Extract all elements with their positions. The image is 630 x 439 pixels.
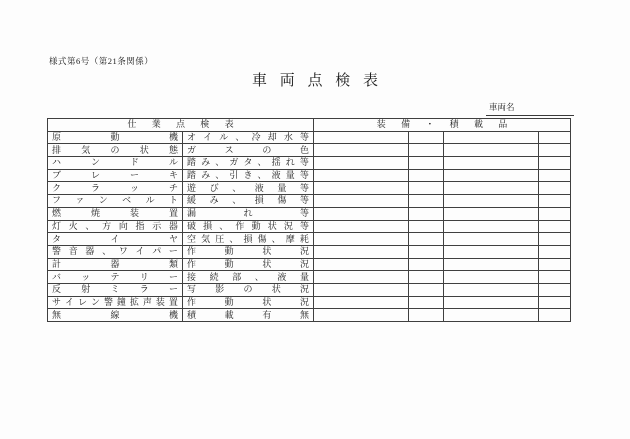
check-point-cell: [183, 195, 314, 208]
cargo-check-cell: [539, 271, 571, 284]
table-row: [48, 220, 571, 233]
cargo-check-cell: [539, 233, 571, 246]
cargo-name-cell: [444, 220, 539, 233]
cargo-check-cell: [539, 296, 571, 309]
check-point: 緩 み 、 損 傷 等: [187, 195, 309, 206]
equipment-name-cell: [314, 309, 409, 322]
equipment-check-cell: [409, 271, 444, 284]
equipment-check-cell: [409, 131, 444, 144]
item-name: フ ァ ン ベ ル ト: [52, 195, 178, 206]
equipment-name-cell: [314, 220, 409, 233]
cargo-check-cell: [539, 309, 571, 322]
table-row: [48, 245, 571, 258]
equipment-check-cell: [409, 144, 444, 157]
check-point-cell: [183, 144, 314, 157]
equipment-name-cell: [314, 283, 409, 296]
equipment-check-cell: [409, 309, 444, 322]
check-point-cell: [183, 283, 314, 296]
check-point-cell: [183, 271, 314, 284]
item-name: 計 器 類: [52, 258, 178, 269]
equipment-check-cell: [409, 283, 444, 296]
item-name-cell: [48, 144, 183, 157]
check-point: 遊 び 、 液 量 等: [187, 182, 309, 193]
cargo-check-cell: [539, 245, 571, 258]
equipment-check-cell: [409, 182, 444, 195]
check-point: 作 動 状 況: [187, 258, 309, 269]
check-point-cell: [183, 258, 314, 271]
cargo-name-cell: [444, 233, 539, 246]
cargo-name-cell: [444, 245, 539, 258]
item-name-cell: [48, 283, 183, 296]
cargo-check-cell: [539, 182, 571, 195]
cargo-check-cell: [539, 144, 571, 157]
cargo-name-cell: [444, 296, 539, 309]
table-row: [48, 296, 571, 309]
item-name: サ イ レ ン 警 鐘 拡 声 装 置: [52, 296, 178, 307]
item-name-cell: [48, 182, 183, 195]
check-point: 破 損 、 作 動 状 況 等: [187, 220, 309, 231]
item-name-cell: [48, 131, 183, 144]
cargo-name-cell: [444, 283, 539, 296]
cargo-check-cell: [539, 258, 571, 271]
cargo-check-cell: [539, 283, 571, 296]
item-name: タ イ ヤ: [52, 233, 178, 244]
equipment-check-cell: [409, 296, 444, 309]
cargo-name-cell: [444, 271, 539, 284]
check-point-cell: [183, 131, 314, 144]
cargo-check-cell: [539, 195, 571, 208]
equipment-name-cell: [314, 131, 409, 144]
page-title: 車両点検表: [251, 73, 391, 89]
item-name-cell: [48, 309, 183, 322]
item-name: ク ラ ッ チ: [52, 182, 178, 193]
check-point-cell: [183, 169, 314, 182]
check-point: 積 載 有 無: [187, 309, 309, 320]
check-point: 踏 み 、 引 き 、 液 量 等: [187, 170, 309, 181]
check-point: オ イ ル 、 冷 却 水 等: [187, 132, 309, 143]
equipment-name-cell: [314, 157, 409, 170]
check-point: ガ ス の 色: [187, 144, 309, 155]
table-row: [48, 207, 571, 220]
equipment-check-cell: [409, 169, 444, 182]
item-name: 原 動 機: [52, 132, 178, 143]
vehicle-name-label: 車両名: [489, 102, 515, 112]
item-name-cell: [48, 157, 183, 170]
check-point-cell: [183, 309, 314, 322]
item-name: ブ レ ー キ: [52, 170, 178, 181]
item-name-cell: [48, 296, 183, 309]
equipment-check-cell: [409, 245, 444, 258]
item-name-cell: [48, 271, 183, 284]
cargo-name-cell: [444, 258, 539, 271]
item-name: バ ッ テ リ ー: [52, 271, 178, 282]
item-name-cell: [48, 245, 183, 258]
equipment-name-cell: [314, 144, 409, 157]
check-point-cell: [183, 233, 314, 246]
item-name-cell: [48, 258, 183, 271]
cargo-name-cell: [444, 309, 539, 322]
cargo-name-cell: [444, 169, 539, 182]
table-row: [48, 258, 571, 271]
equipment-check-cell: [409, 220, 444, 233]
check-point: 踏 み 、 ガ タ 、 揺 れ 等: [187, 157, 309, 168]
cargo-name-cell: [444, 157, 539, 170]
cargo-name-cell: [444, 195, 539, 208]
item-name: 排 気 の 状 態: [52, 144, 178, 155]
table-row: [48, 195, 571, 208]
cargo-name-cell: [444, 182, 539, 195]
equipment-check-cell: [409, 207, 444, 220]
cargo-check-cell: [539, 220, 571, 233]
equipment-name-cell: [314, 207, 409, 220]
equipment-name-cell: [314, 271, 409, 284]
check-point-cell: [183, 296, 314, 309]
table-row: [48, 144, 571, 157]
item-name: 無 線 機: [52, 309, 178, 320]
cargo-check-cell: [539, 169, 571, 182]
table-row: [48, 182, 571, 195]
table-row: [48, 271, 571, 284]
equipment-check-cell: [409, 233, 444, 246]
inspection-table: [47, 118, 571, 322]
check-point-cell: [183, 207, 314, 220]
item-name: 反 射 ミ ラ ー: [52, 284, 178, 295]
check-point: 作 動 状 況: [187, 296, 309, 307]
equipment-check-cell: [409, 195, 444, 208]
left-section-header: 仕業点検表: [48, 119, 314, 132]
check-point: 接 続 部 、 液 量: [187, 271, 309, 282]
table-row: [48, 309, 571, 322]
equipment-name-cell: [314, 233, 409, 246]
table-header-row: [48, 119, 571, 132]
check-point-cell: [183, 245, 314, 258]
item-name: ハ ン ド ル: [52, 157, 178, 168]
vehicle-name-field: [486, 101, 574, 116]
equipment-name-cell: [314, 245, 409, 258]
equipment-name-cell: [314, 195, 409, 208]
item-name-cell: [48, 207, 183, 220]
item-name-cell: [48, 195, 183, 208]
check-point: 漏 れ 等: [187, 208, 309, 219]
right-section-header: 装備・積載品: [314, 119, 571, 132]
item-name: 灯 火 、 方 向 指 示 器: [52, 220, 178, 231]
table-row: [48, 233, 571, 246]
equipment-name-cell: [314, 258, 409, 271]
check-point: 空 気 圧 、 損 傷 、 摩 耗: [187, 233, 309, 244]
check-point: 写 影 の 状 況: [187, 284, 309, 295]
equipment-name-cell: [314, 182, 409, 195]
check-point-cell: [183, 220, 314, 233]
cargo-name-cell: [444, 207, 539, 220]
equipment-check-cell: [409, 258, 444, 271]
cargo-check-cell: [539, 157, 571, 170]
item-name-cell: [48, 220, 183, 233]
form-code-label: 様式第6号（第21条関係）: [49, 56, 154, 66]
cargo-check-cell: [539, 131, 571, 144]
cargo-name-cell: [444, 131, 539, 144]
equipment-name-cell: [314, 169, 409, 182]
item-name: 燃 焼 装 置: [52, 208, 178, 219]
table-row: [48, 169, 571, 182]
check-point: 作 動 状 況: [187, 246, 309, 257]
item-name-cell: [48, 169, 183, 182]
cargo-check-cell: [539, 207, 571, 220]
table-row: [48, 131, 571, 144]
check-point-cell: [183, 157, 314, 170]
equipment-name-cell: [314, 296, 409, 309]
table-row: [48, 157, 571, 170]
cargo-name-cell: [444, 144, 539, 157]
equipment-check-cell: [409, 157, 444, 170]
item-name: 警 音 器 、 ワ イ パ ー: [52, 246, 178, 257]
table-row: [48, 283, 571, 296]
check-point-cell: [183, 182, 314, 195]
item-name-cell: [48, 233, 183, 246]
